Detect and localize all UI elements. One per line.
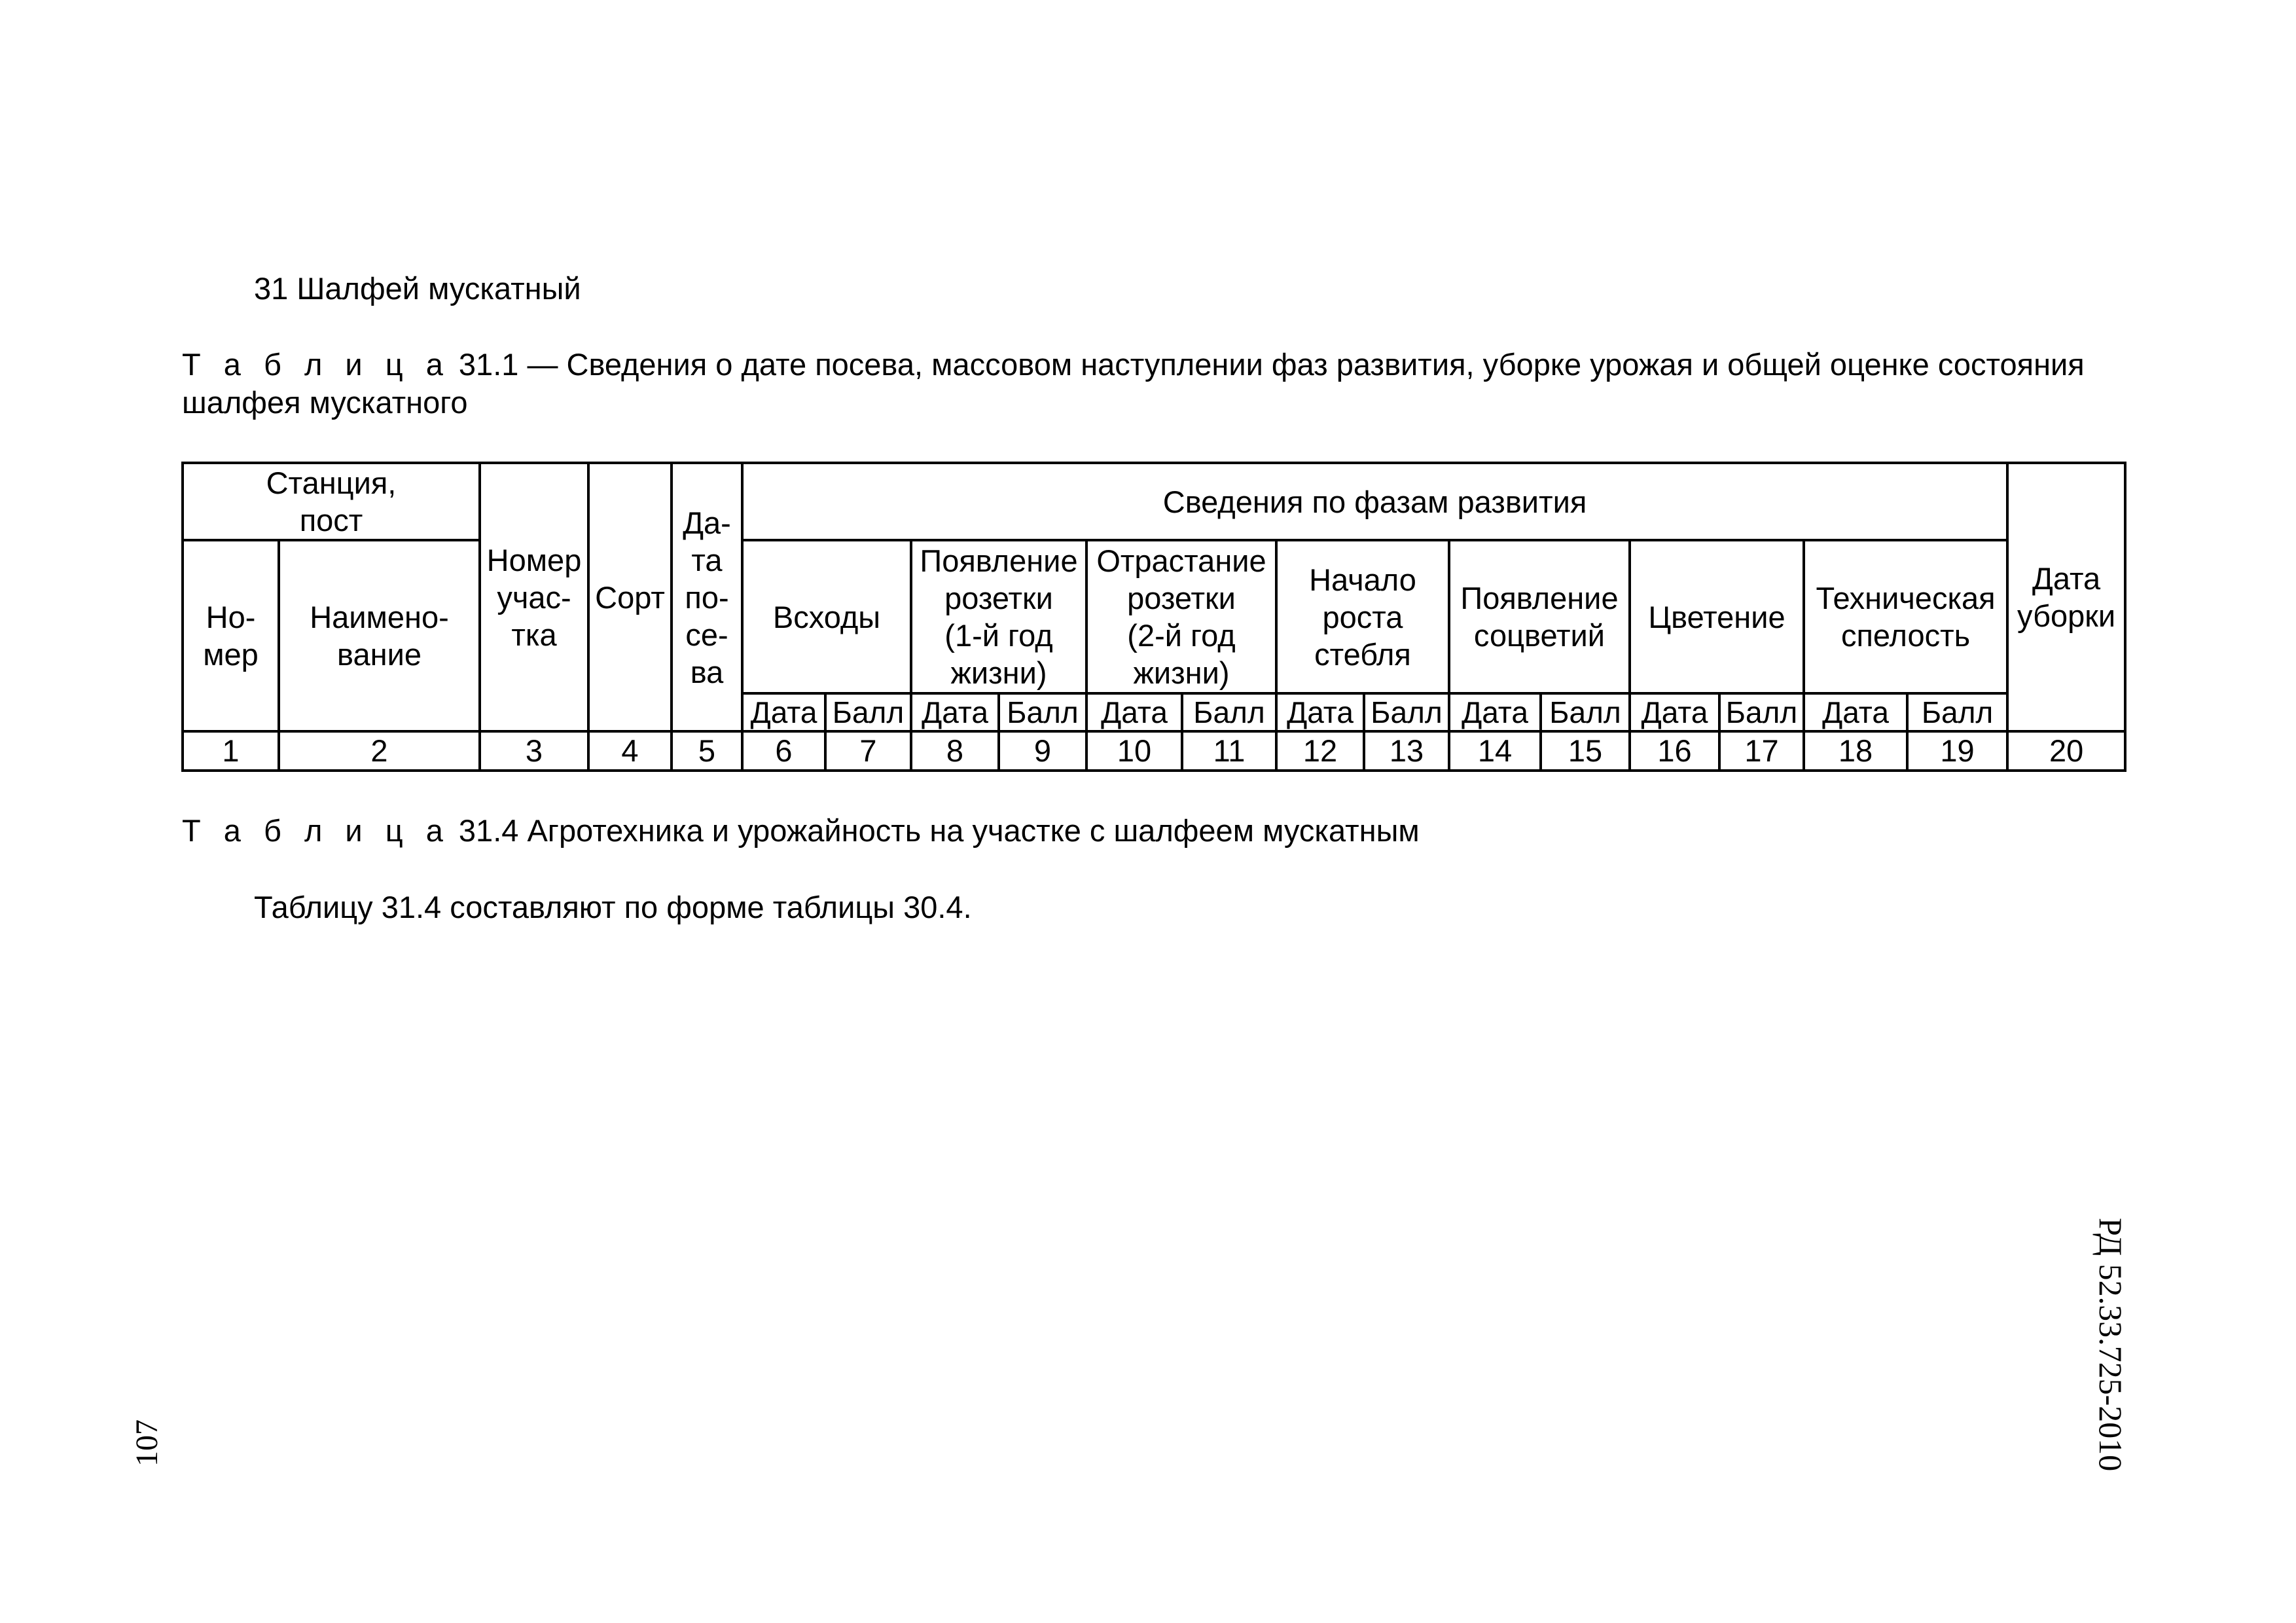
- sowing-date-header: [672, 463, 742, 731]
- table-caption-lead: Т а б л и ц а: [182, 813, 450, 848]
- subheader-date: Дата: [1449, 693, 1541, 731]
- table-caption: [182, 812, 1420, 850]
- column-number: 16: [1630, 731, 1719, 771]
- subheader-date: Дата: [1630, 693, 1719, 731]
- column-number: 5: [672, 731, 742, 771]
- phase-header-inflorescence: [1449, 540, 1630, 693]
- phase-label: Появление соцветий: [1460, 581, 1619, 653]
- subheader-score: Балл: [1182, 693, 1276, 731]
- sowing-date-label: Да- та по- се- ва: [683, 505, 731, 689]
- subheader-score: Балл: [1907, 693, 2007, 731]
- phase-label: Отрастание розетки (2-й год жизни): [1096, 543, 1266, 690]
- name-header: [279, 540, 480, 731]
- phases-group-label: Сведения по фазам развития: [1162, 484, 1587, 519]
- page-number: 107: [130, 1419, 164, 1467]
- harvest-date-label: Дата уборки: [2017, 561, 2116, 633]
- table-caption-lead: Т а б л и ц а: [182, 347, 450, 382]
- phase-label: Появление розетки (1-й год жизни): [920, 543, 1078, 690]
- column-number: 6: [742, 731, 825, 771]
- phase-header-emergence: [742, 540, 911, 693]
- column-number: 2: [279, 731, 480, 771]
- phenology-table: [181, 462, 2126, 772]
- column-number: 3: [480, 731, 588, 771]
- table-caption-text: 31.1 — Сведения о дате посева, массовом наступлении фаз развития, уборке урожая и общей оценке состояния шалфея мускатного: [182, 347, 2085, 420]
- name-label: Наимено- вание: [310, 600, 449, 672]
- subheader-score: Балл: [1541, 693, 1630, 731]
- column-number: 20: [2007, 731, 2125, 771]
- column-number: 13: [1364, 731, 1449, 771]
- column-number: 10: [1086, 731, 1182, 771]
- subheader-date: Дата: [1276, 693, 1364, 731]
- phase-header-stem-growth: [1276, 540, 1449, 693]
- subheader-date: Дата: [742, 693, 825, 731]
- harvest-date-header: [2007, 463, 2125, 731]
- phase-header-rosette-year1: [911, 540, 1086, 693]
- phase-header-maturity: [1804, 540, 2007, 693]
- section-heading: 31 Шалфей мускатный: [254, 271, 581, 306]
- phase-header-rosette-year2: [1086, 540, 1276, 693]
- phase-label: Всходы: [772, 599, 881, 634]
- column-number: 15: [1541, 731, 1630, 771]
- document-code: РД 52.33.725-2010: [2092, 1218, 2129, 1472]
- phase-label: Начало роста стебля: [1309, 562, 1416, 672]
- phases-group-header: [742, 463, 2007, 540]
- column-number: 14: [1449, 731, 1541, 771]
- station-post-header: [183, 463, 480, 540]
- phase-label: Техническая спелость: [1816, 581, 1996, 653]
- number-header: [183, 540, 279, 731]
- column-number: 12: [1276, 731, 1364, 771]
- table-caption-text: 31.4 Агротехника и урожайность на участке с шалфеем мускатным: [450, 813, 1420, 848]
- column-number: 4: [588, 731, 672, 771]
- column-number: 17: [1719, 731, 1804, 771]
- station-post-label: Станция, пост: [266, 465, 397, 538]
- column-number: 11: [1182, 731, 1276, 771]
- subheader-score: Балл: [999, 693, 1086, 731]
- subheader-date: Дата: [1086, 693, 1182, 731]
- number-label: Но- мер: [203, 600, 259, 672]
- subheader-score: Балл: [1364, 693, 1449, 731]
- table-note: Таблицу 31.4 составляют по форме таблицы 30.4.: [254, 890, 972, 924]
- variety-label: Сорт: [595, 579, 665, 615]
- subheader-score: Балл: [1719, 693, 1804, 731]
- subheader-score: Балл: [825, 693, 911, 731]
- subheader-date: Дата: [1804, 693, 1907, 731]
- column-number: 8: [911, 731, 999, 771]
- column-number: 18: [1804, 731, 1907, 771]
- column-number: 1: [183, 731, 279, 771]
- column-number: 9: [999, 731, 1086, 771]
- column-number-row: [183, 731, 2125, 771]
- subheader-date: Дата: [911, 693, 999, 731]
- phase-header-flowering: [1630, 540, 1804, 693]
- variety-header: [588, 463, 672, 731]
- table-caption: [182, 346, 2139, 422]
- plot-number-label: Номер учас- тка: [486, 542, 582, 652]
- column-number: 19: [1907, 731, 2007, 771]
- column-number: 7: [825, 731, 911, 771]
- plot-number-header: [480, 463, 588, 731]
- phase-label: Цветение: [1648, 599, 1785, 634]
